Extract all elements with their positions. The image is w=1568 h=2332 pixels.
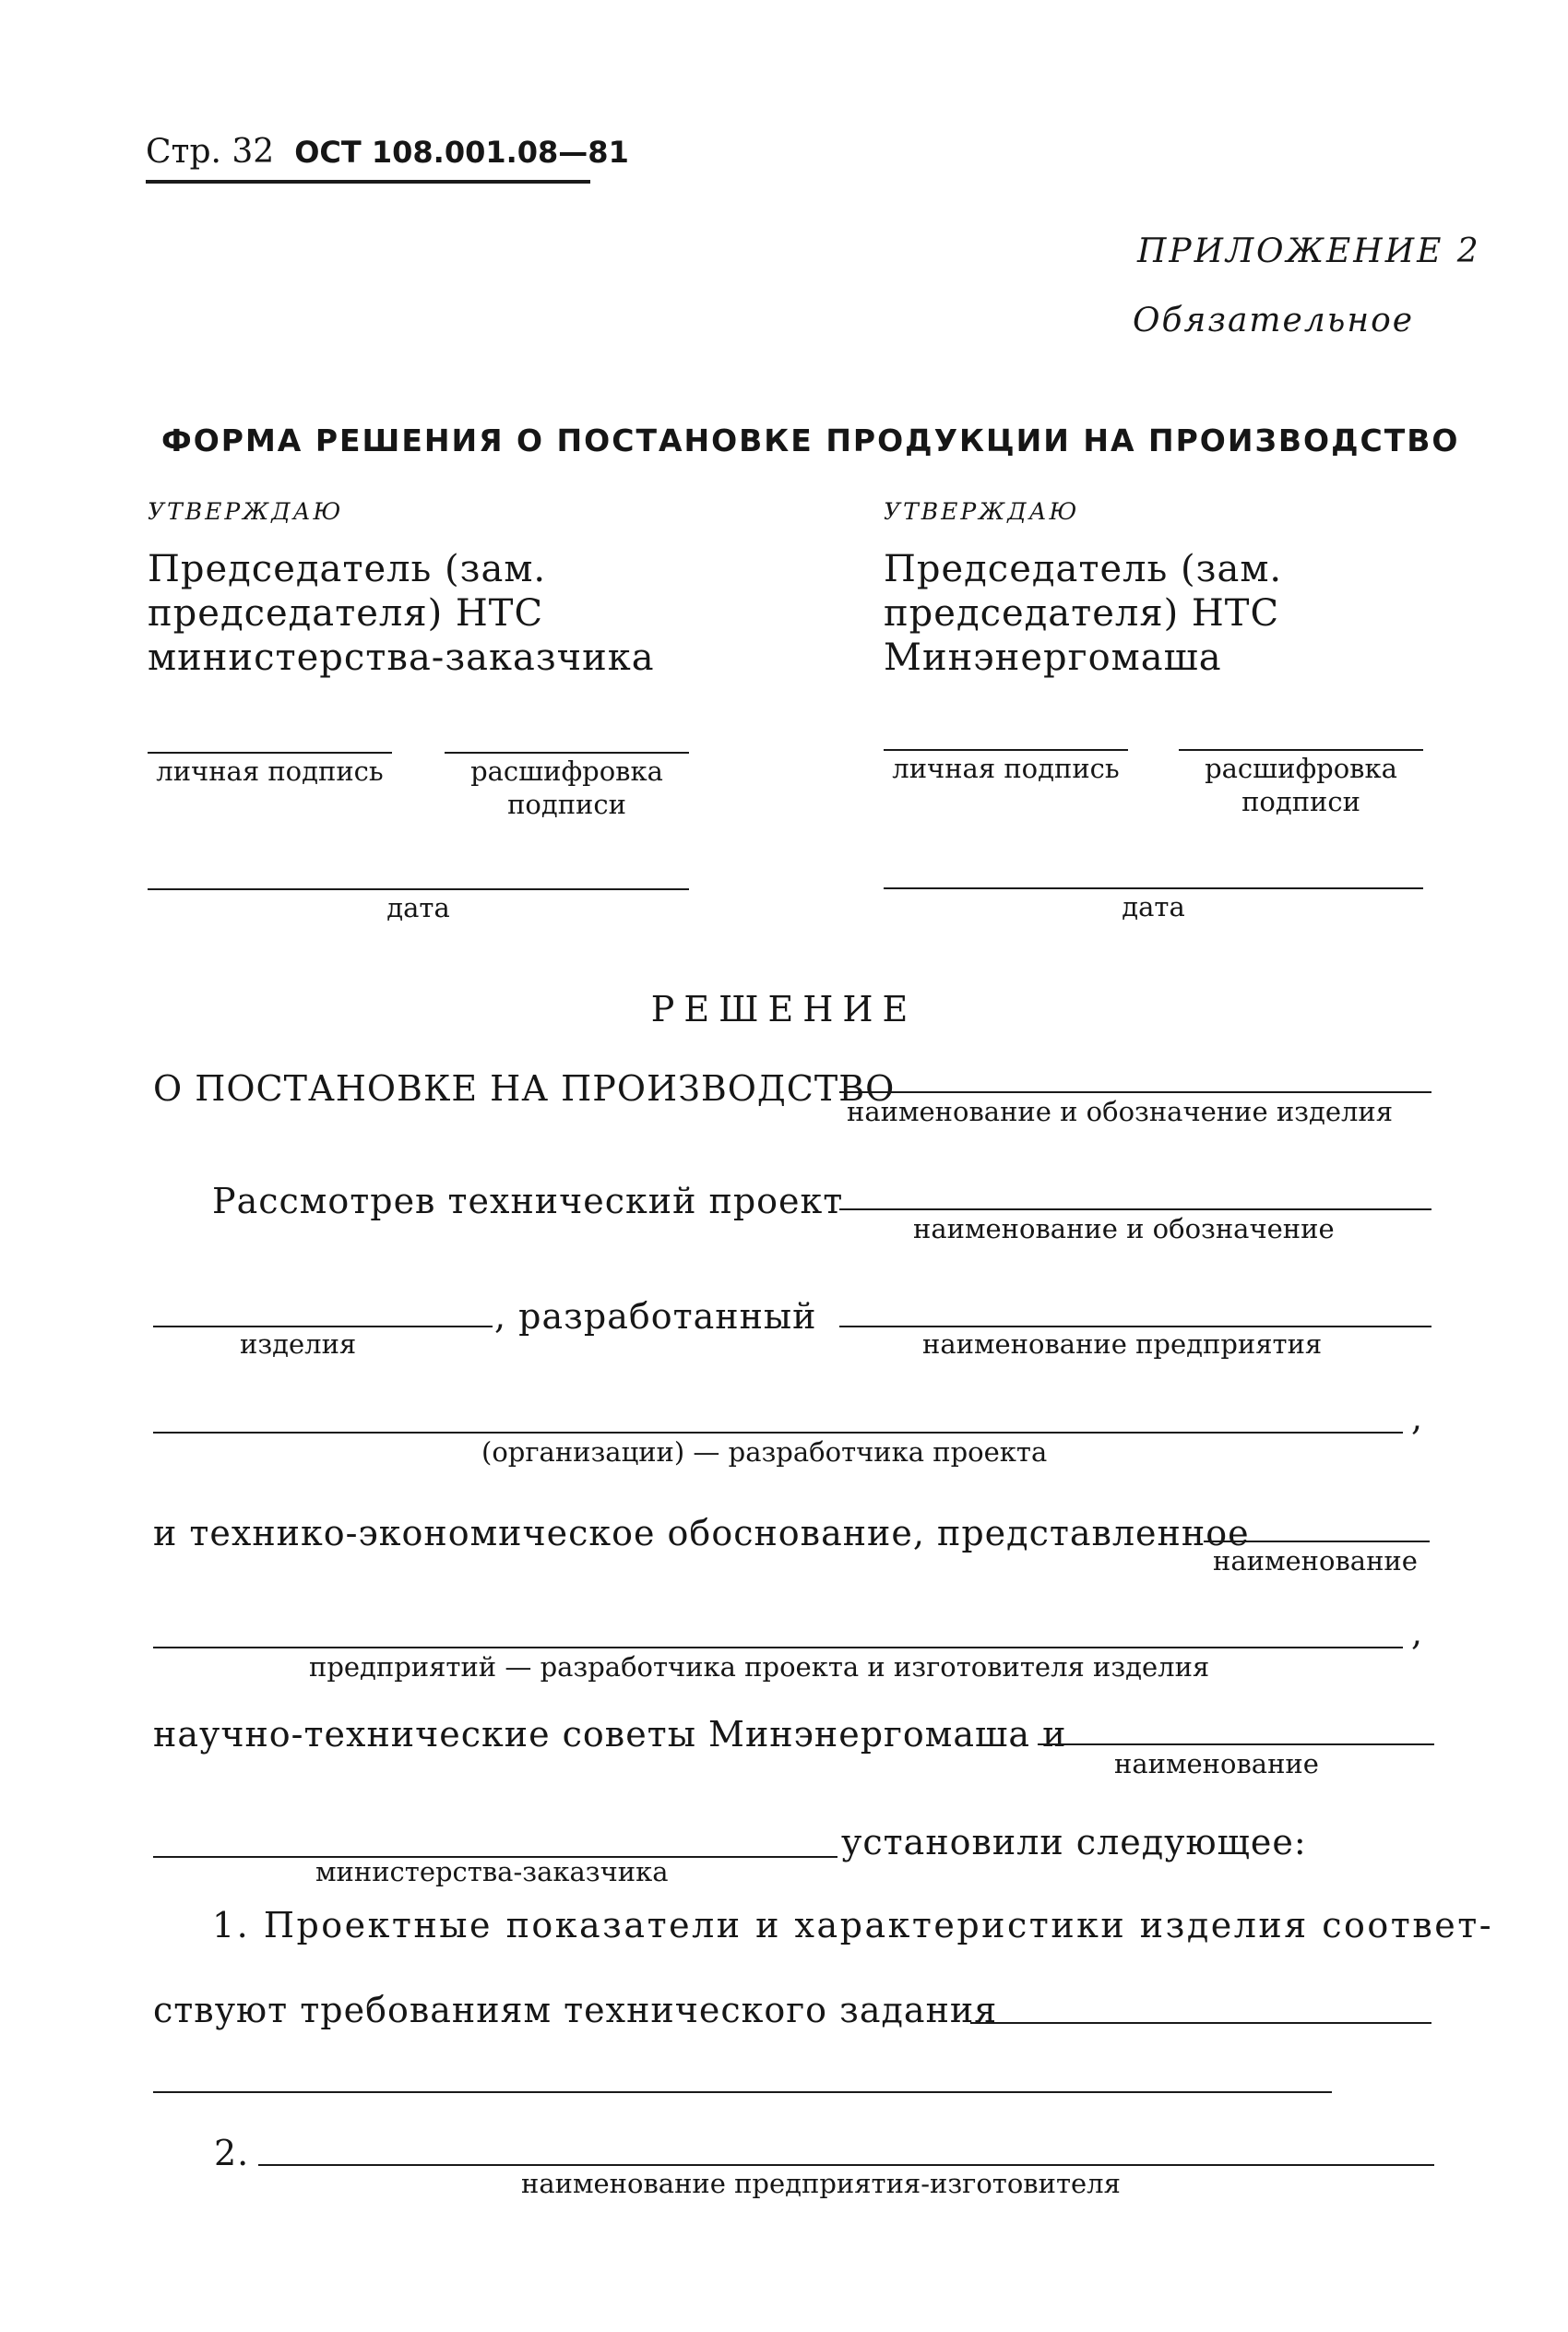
decoding-caption-left: расшифровка подписи — [470, 756, 663, 820]
project-name-caption: наименование и обозначение — [913, 1213, 1335, 1244]
presenting-name-line[interactable] — [1204, 1541, 1430, 1542]
appendix-status: Обязательное — [1133, 302, 1415, 339]
manufacturer-caption: наименование предприятия-изготовителя — [521, 2168, 1121, 2199]
date-line-right[interactable] — [884, 887, 1423, 889]
enterprises-caption: предприятий — разработчика проекта и изготовителя изделия — [309, 1651, 1210, 1683]
approve-label-right: УТВЕРЖДАЮ — [884, 498, 1080, 525]
product-caption: изделия — [240, 1328, 357, 1360]
councils-text: научно-технические советы Минэнергомаша и — [153, 1714, 1067, 1755]
item-1-line-2: ствуют требованиям технического задания — [153, 1990, 998, 2030]
item-1-line-1: 1. Проектные показатели и характеристики изделия соответ- — [212, 1905, 1494, 1945]
decoding-line-right[interactable] — [1179, 749, 1423, 751]
product-name-line[interactable] — [839, 1091, 1431, 1093]
ministry-caption: министерства-заказчика — [315, 1856, 669, 1887]
developed-text: , разработанный — [494, 1296, 817, 1337]
date-caption-right: дата — [1122, 891, 1185, 922]
signature-line-left[interactable] — [148, 752, 392, 754]
terms-line[interactable] — [970, 2022, 1431, 2024]
decision-subject: О ПОСТАНОВКЕ НА ПРОИЗВОДСТВО — [153, 1068, 896, 1109]
item-1-continuation-line[interactable] — [153, 2091, 1332, 2093]
signature-caption-right: личная подпись — [892, 753, 1120, 784]
considered-text: Рассмотрев технический проект — [212, 1181, 844, 1221]
council-name-caption: наименование — [1114, 1748, 1319, 1779]
comma-2: , — [1411, 1612, 1424, 1653]
signature-line-right[interactable] — [884, 749, 1128, 751]
enterprise-caption: наименование предприятия — [922, 1328, 1323, 1360]
page-number: Стр. 32 — [146, 133, 275, 171]
approve-label-left: УТВЕРЖДАЮ — [148, 498, 344, 525]
organization-line[interactable] — [153, 1432, 1403, 1434]
enterprise-line[interactable] — [839, 1326, 1431, 1327]
decoding-caption-right: расшифровка подписи — [1205, 753, 1397, 817]
item-2-number: 2. — [214, 2133, 250, 2173]
appendix-title: ПРИЛОЖЕНИЕ 2 — [1137, 232, 1481, 270]
chair-position-left: Председатель (зам. председателя) НТС министерства-заказчика — [148, 548, 655, 679]
signature-caption-left: личная подпись — [156, 756, 384, 787]
header-underline — [146, 180, 590, 184]
project-name-line[interactable] — [839, 1208, 1431, 1210]
chair-position-right: Председатель (зам. председателя) НТС Минэнергомаша — [884, 548, 1283, 679]
comma-1: , — [1411, 1398, 1424, 1438]
product-continuation-line[interactable] — [153, 1326, 493, 1327]
form-title: ФОРМА РЕШЕНИЯ О ПОСТАНОВКЕ ПРОДУКЦИИ НА ПРОИЗВОДСТВО — [161, 422, 1460, 458]
feasibility-text: и технико-экономическое обоснование, представленное — [153, 1513, 1250, 1553]
established-text: установили следующее: — [841, 1822, 1307, 1862]
product-name-caption: наименование и обозначение изделия — [847, 1096, 1394, 1127]
page-header — [146, 133, 629, 171]
decoding-line-left[interactable] — [445, 752, 689, 754]
presenting-name-caption: наименование — [1213, 1545, 1418, 1576]
enterprises-line[interactable] — [153, 1647, 1403, 1648]
date-line-left[interactable] — [148, 888, 689, 890]
decision-title: РЕШЕНИЕ — [650, 989, 918, 1029]
council-name-line[interactable] — [1038, 1743, 1434, 1745]
date-caption-left: дата — [386, 892, 450, 923]
organization-caption: (организации) — разработчика проекта — [481, 1436, 1048, 1468]
manufacturer-line[interactable] — [258, 2164, 1434, 2166]
standard-number: ОСТ 108.001.08—81 — [294, 135, 629, 170]
